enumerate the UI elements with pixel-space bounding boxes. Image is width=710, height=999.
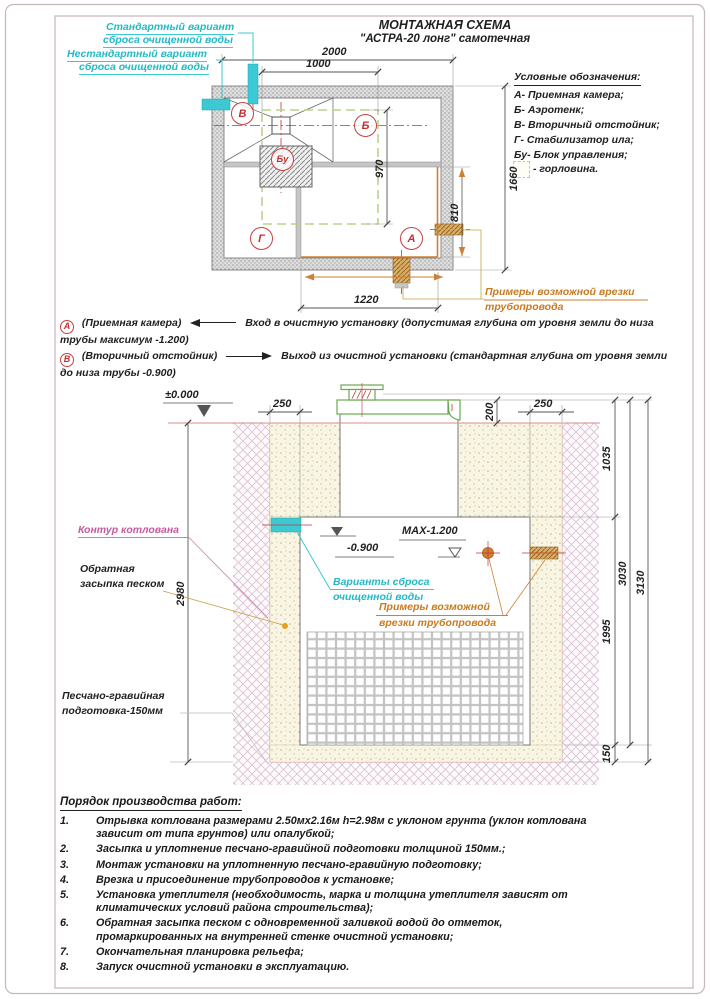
legend-item-g: Г- Стабилизатор ила;	[514, 134, 634, 146]
legend-item-v: В- Вторичный отстойник;	[514, 119, 660, 131]
bed-label-2: подготовка-150мм	[62, 705, 163, 717]
work-order-item	[60, 843, 688, 856]
dim-250-left: 250	[273, 398, 292, 410]
dim-150: 150	[601, 744, 613, 763]
note-outlet	[60, 350, 674, 380]
bed-label-1: Песчано-гравийная	[62, 690, 165, 702]
work-order	[60, 792, 688, 976]
work-order-item	[60, 917, 688, 943]
standard-discharge-label-2: сброса очищенной воды	[103, 34, 233, 46]
pit-contour-label: Контур котлована	[78, 524, 180, 536]
legend-heading: Условные обозначения:	[514, 71, 641, 86]
plan-tap-note-1: Примеры возможной врезки	[485, 286, 635, 298]
legend-item-b: Б- Аэротенк;	[514, 104, 585, 116]
chamber-notes	[60, 317, 674, 384]
discharge-options-label-1: Варианты сброса	[333, 576, 430, 588]
dim-3130: 3130	[635, 570, 647, 595]
backfill-label-2: засыпка песком	[80, 578, 165, 590]
chamber-marker-b: Б	[354, 114, 377, 137]
dim-1995: 1995	[601, 619, 613, 644]
dim-970: 970	[374, 159, 386, 178]
chamber-marker-bu: Бу	[271, 148, 294, 171]
dim-2980: 2980	[175, 581, 187, 606]
level-zero: ±0.000	[165, 389, 199, 401]
dim-3030: 3030	[617, 561, 629, 586]
note-marker-v: В	[60, 353, 74, 367]
item-text: Монтаж установки на уплотненную песчано-гравийную подготовку;	[96, 858, 482, 871]
dim-1035: 1035	[601, 446, 613, 471]
item-number: 2.	[60, 843, 70, 856]
item-number: 1.	[60, 815, 70, 827]
discharge-options-label-2: очищенной воды	[333, 591, 424, 603]
legend-item-a: А- Приемная камера;	[514, 89, 624, 101]
work-order-item	[60, 815, 688, 841]
item-text: Засыпка и уплотнение песчано-гравийной подготовки толщиной 150мм.;	[96, 843, 506, 856]
work-order-item	[60, 859, 688, 872]
dim-200: 200	[484, 402, 496, 421]
item-text: Окончательная планировка рельефа;	[96, 945, 304, 958]
legend-item-neck: - горловина.	[533, 163, 599, 175]
standard-discharge-label-1: Стандартный вариант	[106, 21, 235, 33]
backfill-label-1: Обратная	[80, 563, 135, 575]
note-marker-a: А	[60, 320, 74, 334]
level-outlet: -0.900	[347, 542, 379, 554]
item-number: 3.	[60, 858, 70, 871]
dim-2000: 2000	[322, 46, 347, 58]
note-text-v: Выход из очистной установки (стандартная глубина от уровня земли до низа трубы -0.900)	[60, 350, 668, 379]
section-tap-note-2: врезки трубопровода	[379, 617, 497, 629]
item-text: Установка утеплителя (необходимость, марка и толщина утеплителя зависят от климатических условий района строительства);	[96, 889, 568, 915]
item-text: Обратная засыпка песком с одновременной заливкой водой до отметок, промаркированных на внутренней стенке очистной установки;	[96, 917, 503, 943]
chamber-marker-g: Г	[250, 227, 273, 250]
arrow-right-icon	[226, 351, 272, 361]
work-order-heading: Порядок производства работ:	[60, 795, 242, 811]
note-chamber-a: (Приемная камера)	[81, 317, 182, 329]
item-number: 6.	[60, 917, 70, 930]
note-inlet	[60, 317, 674, 347]
dim-1660: 1660	[508, 166, 520, 191]
arrow-left-icon	[190, 318, 236, 328]
page-subtitle: "АСТРА-20 лонг" самотечная	[359, 33, 531, 45]
note-chamber-v: (Вторичный отстойник)	[81, 350, 218, 363]
item-number: 7.	[60, 945, 70, 958]
page-title: МОНТАЖНАЯ СХЕМА	[378, 18, 512, 32]
item-number: 4.	[60, 873, 70, 886]
pipe-span-arrows	[305, 274, 443, 281]
dim-250-right: 250	[534, 398, 553, 410]
work-order-item	[60, 889, 688, 915]
item-number: 5.	[60, 889, 70, 902]
work-order-item	[60, 946, 688, 959]
item-text: Врезка и присоединение трубопроводов к установке;	[96, 873, 395, 886]
dim-810: 810	[449, 203, 461, 222]
section-tap-note-1: Примеры возможной	[379, 601, 490, 613]
legend-item-bu: Бу- Блок управления;	[514, 149, 628, 161]
chamber-marker-a: А	[400, 227, 423, 250]
work-order-item	[60, 961, 688, 974]
item-text: Запуск очистной установки в эксплуатацию.	[96, 961, 350, 974]
work-order-item	[60, 874, 688, 887]
nonstandard-discharge-label-2: сброса очищенной воды	[79, 61, 209, 73]
chamber-marker-v: В	[231, 102, 254, 125]
plan-tap-note-2: трубопровода	[485, 301, 564, 313]
item-text: Отрывка котлована размерами 2.50мх2.16м h=2.98м с уклоном грунта (уклон котлована зависит от типа грунтов) или опалубкой;	[96, 815, 587, 841]
dim-1000: 1000	[306, 58, 331, 70]
dim-1220: 1220	[354, 294, 379, 306]
note-text-a: Вход в очистную установку (допустимая глубина от уровня земли до низа трубы максимум -1.200)	[60, 317, 654, 346]
nonstandard-discharge-label-1: Нестандартный вариант	[67, 48, 208, 60]
item-number: 8.	[60, 961, 70, 974]
level-inlet-max: MAX-1.200	[402, 525, 458, 537]
